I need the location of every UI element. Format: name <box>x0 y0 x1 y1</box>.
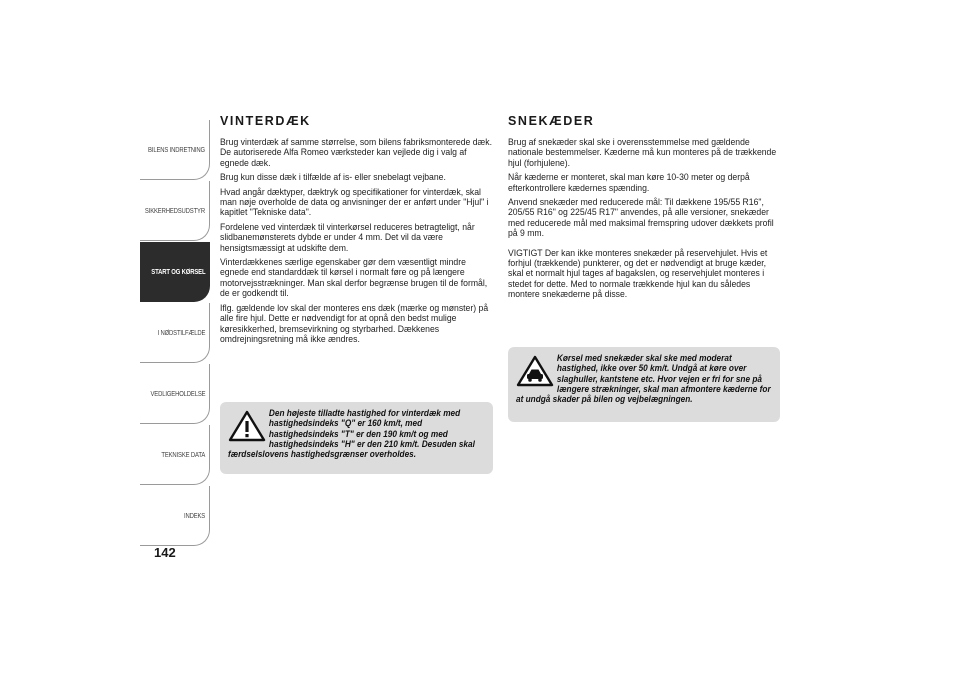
paragraph: Brug vinterdæk af samme størrelse, som bilens fabriksmonterede dæk. De autoriserede Alfa Romeo værksteder kan vejlede dig i valg af egnede dæk. <box>220 137 492 168</box>
warning-text: Den højeste tilladte hastighed for vinterdæk med hastighedsindeks "Q" er 160 km/t, med hastighedsindeks "T" er den 190 km/t og med hastighedsindeks "H" er den 210 km/t. Desuden skal færdselslovens hastighedsgrænser overholdes. <box>228 408 475 460</box>
paragraph: Når kæderne er monteret, skal man køre 10-30 meter og derpå efterkontrollere kædernes spænding. <box>508 172 750 193</box>
paragraph: Hvad angår dæktyper, dæktryk og specifikationer for vinterdæk, skal man nøje overholde de data og anvisninger der er anført under "Hjul" i kapitlet "Tekniske data". <box>220 186 489 218</box>
paragraph: Iflg. gældende lov skal der monteres ens dæk (mærke og mønster) på alle fire hjul. Dette er nødvendigt for at opnå den bedst mulige køresikkerhed, bremsevirkning og styrbarhed. Dækkenes omdrejningsretning må ikke ændres. <box>220 302 489 344</box>
tab-label: VEDLIGEHOLDELSE <box>150 389 205 398</box>
tab-label: TEKNISKE DATA <box>161 450 205 459</box>
paragraph: Brug kun disse dæk i tilfælde af is- eller snebelagt vejbane. <box>220 172 446 183</box>
tab-start-og-korsel[interactable] <box>140 242 210 302</box>
tab-sikkerhedsudstyr[interactable] <box>140 181 210 241</box>
chapter-sidebar <box>140 120 210 547</box>
page-number: 142 <box>154 545 176 560</box>
caution-text: Kørsel med snekæder skal ske med moderat hastighed, ikke over 50 km/t. Undgå at køre over slaghuller, kantstene etc. Hvor vejen er fri for sne på længere strækninger, skal man afmontere kæderne for at undgå skader på bilen og vejbelægningen. <box>516 353 771 405</box>
section-snekaeder <box>508 114 780 304</box>
paragraph: Brug af snekæder skal ske i overensstemmelse med gældende nationale bestemmelser. Kæderne må kun monteres på de trækkende hjul (forhjulene). <box>508 137 777 168</box>
tab-indeks[interactable] <box>140 486 210 546</box>
paragraph: Anvend snekæder med reducerede mål: Til dækkene 195/55 R16", 205/55 R16" og 225/45 R17" anvendes, på alle versioner, snekæder med reducerede mål med maksimal fremspring udover dækkets profil på 9 mm. <box>508 197 774 239</box>
section-vinterdaek <box>220 114 495 348</box>
tab-label: START OG KØRSEL <box>150 267 205 276</box>
caution-note <box>508 347 780 422</box>
tab-vedligeholdelse[interactable] <box>140 364 210 424</box>
paragraph: Fordelene ved vinterdæk til vinterkørsel reduceres betragteligt, når slidbanemønsterets dybde er under 4 mm. Det vil da være hensigtsmæssigt at udskifte dem. <box>220 221 475 253</box>
section-title: VINTERDÆK <box>220 114 311 128</box>
tab-i-nodstilfaelde[interactable] <box>140 303 210 363</box>
paragraph: VIGTIGT Der kan ikke monteres snekæder på reservehjulet. Hvis et forhjul (trækkende) punkterer, og det er nødvendigt at bruge kæder, skal et normalt hjul tages af bagakslen, og reservehjulet monteres i stedet for dette. Med to normale trækkende hjul kan du således montere snekæderne på disse. <box>508 247 768 300</box>
section-title: SNEKÆDER <box>508 114 595 128</box>
tab-bilens-indretning[interactable] <box>140 120 210 180</box>
tab-tekniske-data[interactable] <box>140 425 210 485</box>
warning-note <box>220 402 493 474</box>
tab-label: BILENS INDRETNING <box>148 145 205 154</box>
tab-label: I NØDSTILFÆLDE <box>157 328 205 337</box>
tab-label: SIKKERHEDSUDSTYR <box>144 206 205 215</box>
paragraph: Vinterdækkenes særlige egenskaber gør dem væsentligt mindre egnede end standarddæk til kørsel i normalt føre og på længere motorvejsstrækninger. Man skal derfor begrænse brugen til de formål, de er godkendt til. <box>220 257 488 299</box>
tab-label: INDEKS <box>183 511 205 520</box>
